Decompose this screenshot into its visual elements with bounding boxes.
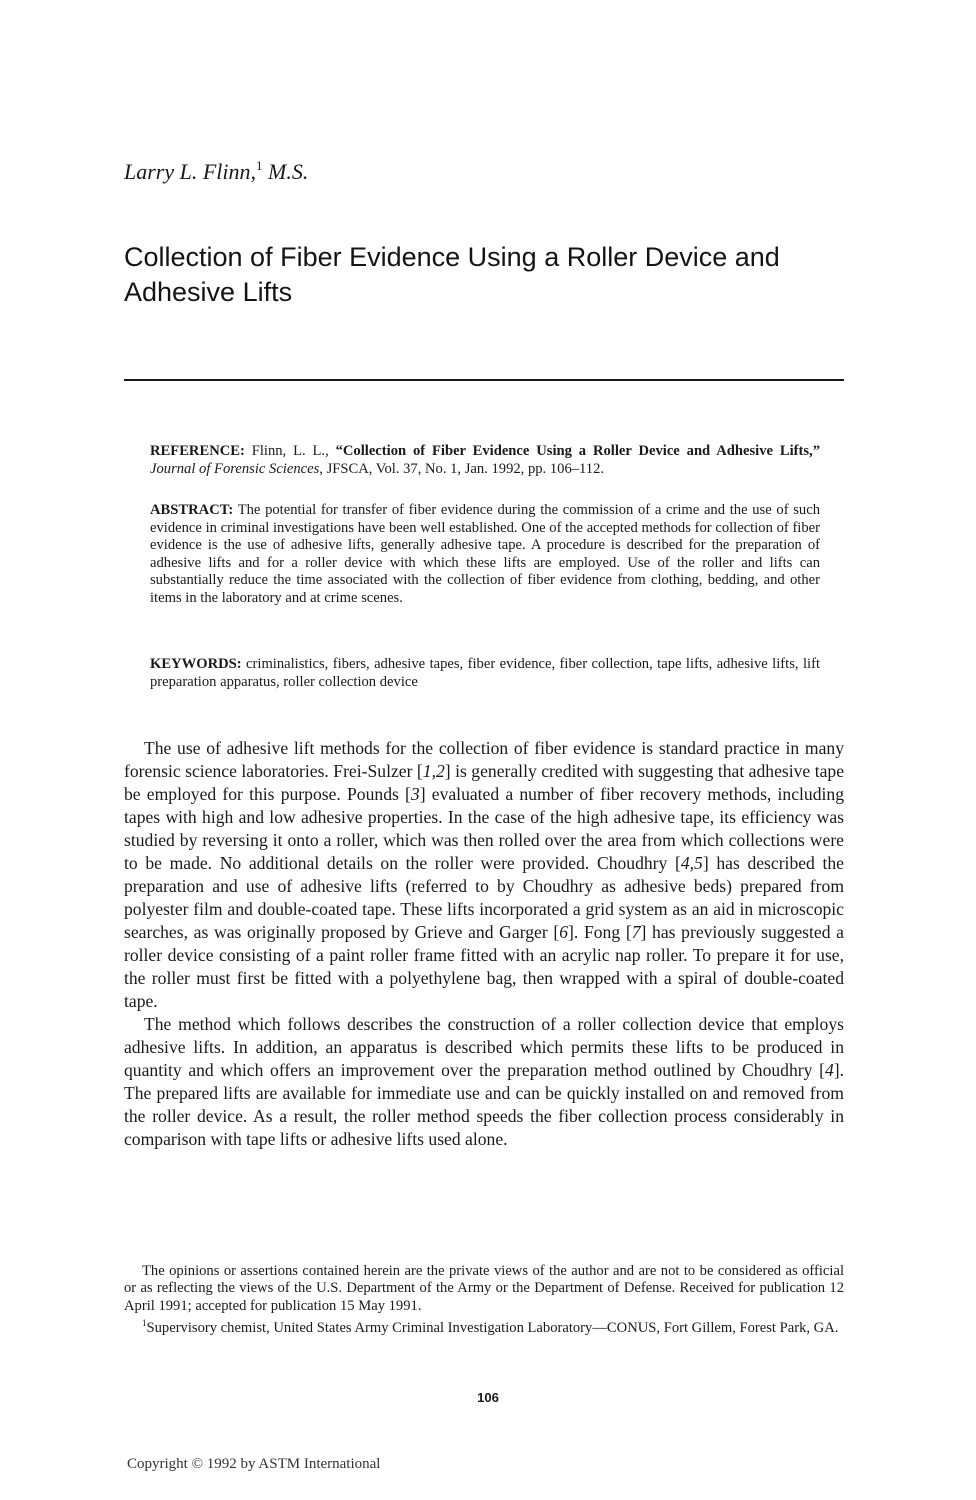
citation: 4	[824, 1060, 834, 1080]
reference-journal: Journal of Forensic Sciences	[150, 460, 320, 477]
body-text-run: The use of adhesive lift methods for the collection of fiber evidence is standard practice in many forensic science laboratories. Frei-Sulzer [	[124, 738, 844, 781]
body-paragraph-1	[124, 737, 844, 1013]
body-text-run: ] evaluated a number of fiber recovery methods, including tapes with high and low adhesive properties. In the case of the high adhesive tape, its efficiency was studied by reversing it onto a roller, which was then rolled over the area from which collections were to be made. No additional details on the roller were provided. Choudhry [	[124, 784, 844, 873]
footnotes	[124, 1263, 844, 1337]
copyright-notice: Copyright © 1992 by ASTM International	[127, 1456, 381, 1472]
footnote-affiliation-text: Supervisory chemist, United States Army Criminal Investigation Laboratory—CONUS, Fort Gillem, Forest Park, GA.	[146, 1320, 839, 1337]
footnote-affiliation	[124, 1315, 844, 1337]
keywords-label: KEYWORDS:	[150, 656, 242, 672]
body-paragraph-2	[124, 1013, 844, 1151]
reference-details: , JFSCA, Vol. 37, No. 1, Jan. 1992, pp. 106–112.	[319, 460, 605, 477]
citation: 4,5	[680, 853, 703, 873]
keywords-block	[150, 656, 820, 691]
citation: 1,2	[422, 761, 445, 781]
reference-label: REFERENCE:	[150, 443, 245, 459]
title-divider	[124, 379, 844, 381]
author-degree: M.S.	[262, 159, 309, 184]
body-text	[124, 737, 844, 1151]
body-text-run: ]. Fong [	[568, 922, 632, 942]
footnote-disclaimer: The opinions or assertions contained herein are the private views of the author and are not to be considered as official or as reflecting the views of the U.S. Department of the Army or the Department of Defense. Received for publication 12 April 1991; accepted for publication 15 May 1991.	[124, 1263, 844, 1314]
author-name: Larry L. Flinn,	[124, 159, 257, 184]
paper-title: Collection of Fiber Evidence Using a Roller Device and Adhesive Lifts	[124, 242, 780, 307]
author-footnote-mark: 1	[256, 158, 263, 173]
citation: 6	[559, 922, 569, 942]
reference-authors: Flinn, L. L.,	[244, 443, 336, 459]
abstract-label: ABSTRACT:	[150, 502, 234, 518]
footnote-mark: 1	[142, 1318, 147, 1329]
abstract-block	[150, 502, 820, 607]
body-text-run: ] has previously suggested a roller device consisting of a paint roller frame fitted with an acrylic nap roller. To prepare it for use, the roller must first be fitted with a polyethylene bag, then wrapped with a spiral of double-coated tape.	[124, 922, 844, 1011]
author-line	[124, 158, 308, 185]
reference-article: “Collection of Fiber Evidence Using a Roller Device and Adhesive Lifts,”	[335, 443, 820, 459]
keywords-text: criminalistics, fibers, adhesive tapes, fiber evidence, fiber collection, tape lifts, adhesive lifts, lift preparation apparatus, roller collection device	[150, 656, 820, 690]
body-text-run: The method which follows describes the construction of a roller collection device that employs adhesive lifts. In addition, an apparatus is described which permits these lifts to be produced in quantity and which offers an improvement over the preparation method outlined by Choudhry [	[124, 1014, 844, 1080]
body-text-run: ]. The prepared lifts are available for immediate use and can be quickly installed on and removed from the roller device. As a result, the roller method speeds the fiber collection process considerably in comparison with tape lifts or adhesive lifts used alone.	[124, 1060, 844, 1149]
reference-block	[150, 443, 820, 478]
body-text-run: ] is generally credited with suggesting that adhesive tape be employed for this purpose. Pounds [	[124, 761, 844, 804]
abstract-text: The potential for transfer of fiber evidence during the commission of a crime and the use of such evidence in criminal investigations have been well established. One of the accepted methods for collection of fiber evidence is the use of adhesive lifts, generally adhesive tape. A procedure is described for the preparation of adhesive lifts and for a roller device with which these lifts are employed. Use of the roller and lifts can substantially reduce the time associated with the collection of fiber evidence from clothing, bedding, and other items in the laboratory and at crime scenes.	[150, 502, 820, 606]
citation: 7	[631, 922, 641, 942]
page-number: 106	[477, 1390, 499, 1405]
body-text-run: ] has described the preparation and use of adhesive lifts (referred to by Choudhry as adhesive beds) prepared from polyester film and double-coated tape. These lifts incorporated a grid system as an aid in microscopic searches, as was originally proposed by Grieve and Garger [	[124, 853, 844, 942]
citation: 3	[410, 784, 420, 804]
